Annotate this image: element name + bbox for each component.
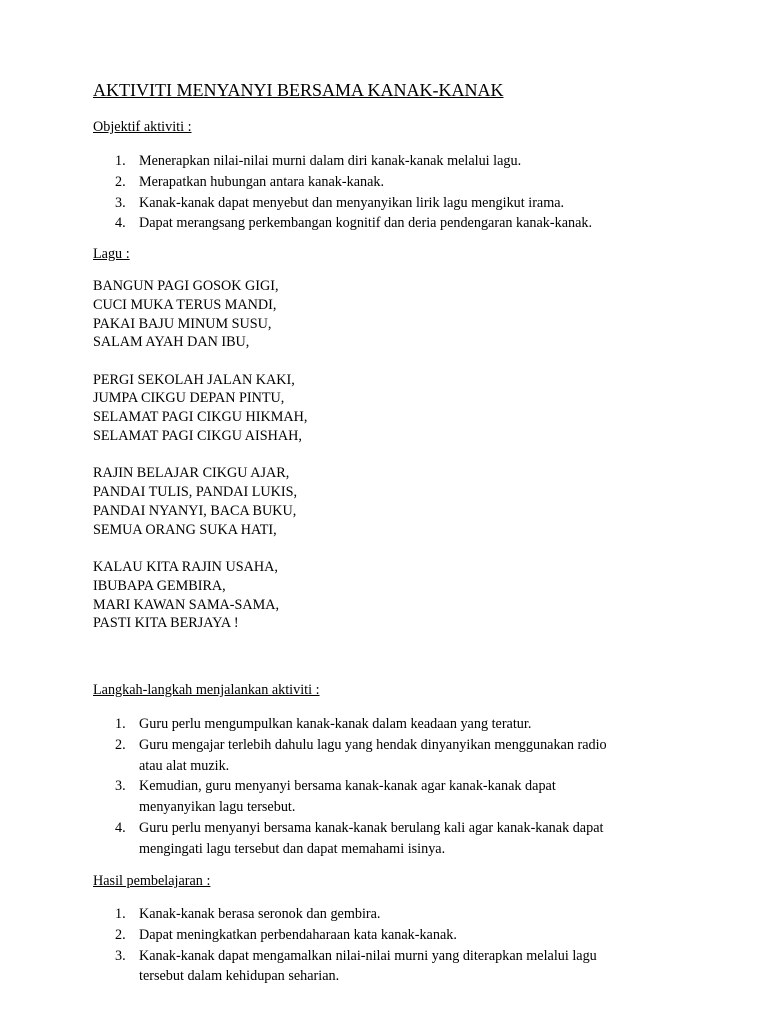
lyric-line: PERGI SEKOLAH JALAN KAKI,	[93, 371, 295, 388]
list-item: 4. Dapat merangsang perkembangan kognitif dan deria pendengaran kanak-kanak.	[115, 215, 593, 232]
lyric-stanza	[93, 558, 307, 633]
lyric-line: CUCI MUKA TERUS MANDI,	[93, 296, 277, 313]
list-item: 2. Dapat meningkatkan perbendaharaan kata kanak-kanak.	[115, 926, 457, 943]
lyric-line: PASTI KITA BERJAYA !	[93, 615, 239, 632]
steps-heading: Langkah-langkah menjalankan aktiviti :	[93, 682, 320, 698]
lyric-line: SELAMAT PAGI CIKGU AISHAH,	[93, 428, 302, 445]
document-title: AKTIVITI MENYANYI BERSAMA KANAK-KANAK	[93, 80, 504, 100]
lyric-line: SELAMAT PAGI CIKGU HIKMAH,	[93, 409, 308, 426]
outcomes-heading: Hasil pembelajaran :	[93, 873, 211, 889]
lyric-line: BANGUN PAGI GOSOK GIGI,	[93, 278, 279, 294]
lyric-stanza	[93, 277, 307, 352]
lyric-line: JUMPA CIKGU DEPAN PINTU,	[93, 390, 285, 407]
objective-heading: Objektif aktiviti :	[93, 119, 192, 135]
lyric-line: RAJIN BELAJAR CIKGU AJAR,	[93, 465, 290, 482]
lyric-line: MARI KAWAN SAMA-SAMA,	[93, 596, 280, 613]
list-item: 2. Guru mengajar terlebih dahulu lagu yang hendak dinyanyikan menggunakan radio atau alat muzik.	[115, 736, 607, 774]
list-item: 4. Guru perlu menyanyi bersama kanak-kanak berulang kali agar kanak-kanak dapat mengingati lagu tersebut dan dapat memahami isinya.	[115, 819, 604, 857]
song-heading: Lagu :	[93, 246, 130, 262]
list-item: 1. Guru perlu mengumpulkan kanak-kanak dalam keadaan yang teratur.	[115, 716, 532, 732]
lyric-line: SALAM AYAH DAN IBU,	[93, 334, 250, 351]
list-item: 3. Kanak-kanak dapat menyebut dan menyanyikan lirik lagu mengikut irama.	[115, 194, 565, 211]
objective-list	[93, 151, 592, 234]
outcomes-list	[93, 904, 597, 987]
list-item: 3. Kemudian, guru menyanyi bersama kanak-kanak agar kanak-kanak dapat menyanyikan lagu tersebut.	[115, 778, 556, 816]
lyric-stanza	[93, 464, 307, 539]
steps-list	[93, 714, 607, 860]
lyric-line: IBUBAPA GEMBIRA,	[93, 577, 226, 594]
list-item: 3. Kanak-kanak dapat mengamalkan nilai-nilai murni yang diterapkan melalui lagu tersebut dalam kehidupan seharian.	[115, 947, 597, 985]
list-item: 1. Menerapkan nilai-nilai murni dalam diri kanak-kanak melalui lagu.	[115, 153, 522, 169]
list-item: 2. Merapatkan hubungan antara kanak-kanak.	[115, 173, 385, 190]
lyric-stanza	[93, 371, 307, 446]
list-item: 1. Kanak-kanak berasa seronok dan gembira.	[115, 906, 381, 922]
lyric-line: SEMUA ORANG SUKA HATI,	[93, 521, 277, 538]
lyric-line: PAKAI BAJU MINUM SUSU,	[93, 315, 272, 332]
song-lyrics	[93, 277, 307, 652]
lyric-line: PANDAI TULIS, PANDAI LUKIS,	[93, 484, 298, 501]
lyric-line: PANDAI NYANYI, BACA BUKU,	[93, 502, 297, 519]
lyric-line: KALAU KITA RAJIN USAHA,	[93, 559, 278, 576]
